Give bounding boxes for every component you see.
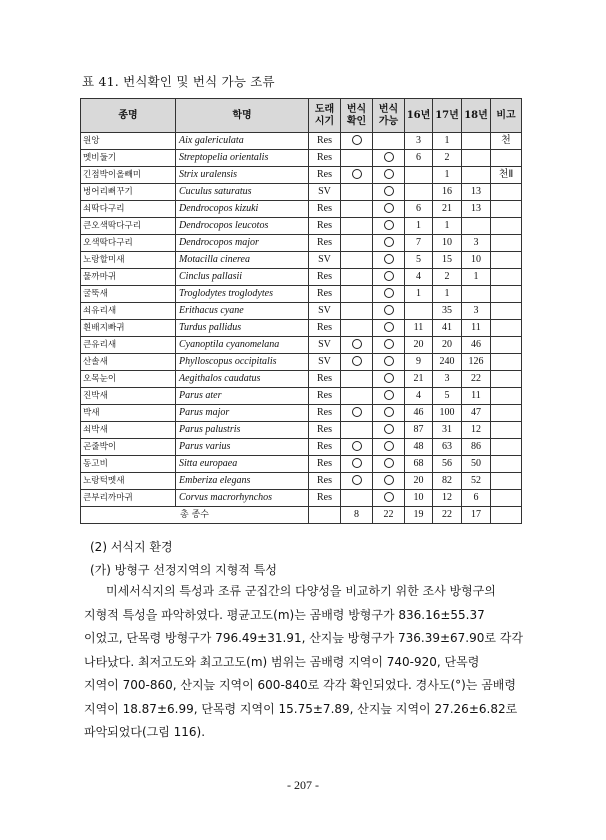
table-row [81, 320, 522, 337]
breeding-confirmed-cell [341, 269, 373, 286]
breeding-confirmed-cell [341, 473, 373, 490]
arrival-cell: Res [309, 473, 341, 490]
table-row [81, 388, 522, 405]
totals-possible: 22 [373, 507, 405, 524]
scientific-name-cell: Cyanoptila cyanomelana [176, 337, 309, 354]
year-17-cell: 56 [433, 456, 462, 473]
breeding-confirmed-cell [341, 388, 373, 405]
species-name-cell: 산솔새 [81, 354, 176, 371]
scientific-name-cell: Emberiza elegans [176, 473, 309, 490]
year-16-cell: 9 [405, 354, 433, 371]
year-17-cell: 12 [433, 490, 462, 507]
note-cell [491, 337, 522, 354]
header-arrival-line1: 도래 [314, 103, 335, 115]
note-cell [491, 422, 522, 439]
year-18-cell [462, 167, 491, 184]
note-cell [491, 201, 522, 218]
arrival-cell: Res [309, 456, 341, 473]
breeding-confirmed-cell [341, 201, 373, 218]
year-16-cell: 20 [405, 473, 433, 490]
year-18-cell: 126 [462, 354, 491, 371]
breeding-confirmed-cell [341, 371, 373, 388]
scientific-name-cell: Streptopelia orientalis [176, 150, 309, 167]
header-confirmed-line1: 번식 [346, 103, 367, 115]
arrival-cell: Res [309, 150, 341, 167]
header-possible-line2: 가능 [378, 115, 399, 127]
check-circle-icon [384, 492, 394, 502]
breeding-birds-table [80, 98, 522, 524]
year-18-cell: 46 [462, 337, 491, 354]
arrival-cell: Res [309, 439, 341, 456]
arrival-cell: Res [309, 167, 341, 184]
year-16-cell [405, 167, 433, 184]
species-name-cell: 긴점박이올빼미 [81, 167, 176, 184]
totals-arrival [309, 507, 341, 524]
year-18-cell: 3 [462, 235, 491, 252]
breeding-possible-cell [373, 439, 405, 456]
year-16-cell: 48 [405, 439, 433, 456]
totals-confirmed: 8 [341, 507, 373, 524]
check-circle-icon [384, 305, 394, 315]
year-16-cell: 4 [405, 388, 433, 405]
check-circle-icon [384, 424, 394, 434]
year-17-cell: 1 [433, 167, 462, 184]
totals-year-17: 22 [433, 507, 462, 524]
arrival-cell: Res [309, 320, 341, 337]
year-18-cell: 10 [462, 252, 491, 269]
check-circle-icon [352, 135, 362, 145]
table-row [81, 439, 522, 456]
year-16-cell: 46 [405, 405, 433, 422]
year-18-cell: 22 [462, 371, 491, 388]
note-cell [491, 405, 522, 422]
table-row [81, 354, 522, 371]
arrival-cell: SV [309, 354, 341, 371]
check-circle-icon [384, 475, 394, 485]
arrival-cell: Res [309, 490, 341, 507]
table-row [81, 201, 522, 218]
note-cell [491, 286, 522, 303]
totals-year-16: 19 [405, 507, 433, 524]
paragraph-line: 이었고, 단목령 방형구가 796.49±31.91, 산지늪 방형구가 736.39±67.90로 각각 [84, 631, 523, 645]
breeding-confirmed-cell [341, 184, 373, 201]
note-cell [491, 218, 522, 235]
breeding-confirmed-cell [341, 133, 373, 150]
species-name-cell: 원앙 [81, 133, 176, 150]
arrival-cell: SV [309, 303, 341, 320]
header-species: 종명 [81, 99, 176, 133]
breeding-confirmed-cell [341, 490, 373, 507]
year-16-cell: 5 [405, 252, 433, 269]
header-possible-line1: 번식 [378, 103, 399, 115]
year-17-cell: 3 [433, 371, 462, 388]
table-row [81, 337, 522, 354]
header-breeding-possible [373, 99, 405, 133]
check-circle-icon [384, 458, 394, 468]
table-row [81, 405, 522, 422]
check-circle-icon [352, 356, 362, 366]
scientific-name-cell: Parus palustris [176, 422, 309, 439]
arrival-cell: SV [309, 184, 341, 201]
note-cell [491, 388, 522, 405]
year-17-cell: 1 [433, 218, 462, 235]
breeding-possible-cell [373, 235, 405, 252]
check-circle-icon [352, 407, 362, 417]
breeding-possible-cell [373, 133, 405, 150]
breeding-confirmed-cell [341, 252, 373, 269]
species-name-cell: 흰배지빠귀 [81, 320, 176, 337]
note-cell: 천 [491, 133, 522, 150]
year-16-cell [405, 303, 433, 320]
species-name-cell: 노랑할미새 [81, 252, 176, 269]
year-16-cell: 10 [405, 490, 433, 507]
year-18-cell [462, 150, 491, 167]
scientific-name-cell: Dendrocopos kizuki [176, 201, 309, 218]
arrival-cell: Res [309, 269, 341, 286]
species-name-cell: 쇠유리새 [81, 303, 176, 320]
scientific-name-cell: Parus varius [176, 439, 309, 456]
header-year-17: 17년 [433, 99, 462, 133]
year-18-cell: 52 [462, 473, 491, 490]
scientific-name-cell: Cuculus saturatus [176, 184, 309, 201]
arrival-cell: Res [309, 405, 341, 422]
breeding-possible-cell [373, 167, 405, 184]
breeding-confirmed-cell [341, 354, 373, 371]
note-cell [491, 490, 522, 507]
year-16-cell [405, 184, 433, 201]
species-name-cell: 벙어리뻐꾸기 [81, 184, 176, 201]
header-year-16: 16년 [405, 99, 433, 133]
year-17-cell: 2 [433, 150, 462, 167]
note-cell [491, 235, 522, 252]
breeding-confirmed-cell [341, 167, 373, 184]
scientific-name-cell: Dendrocopos leucotos [176, 218, 309, 235]
scientific-name-cell: Aegithalos caudatus [176, 371, 309, 388]
breeding-possible-cell [373, 371, 405, 388]
check-circle-icon [384, 373, 394, 383]
year-18-cell: 11 [462, 320, 491, 337]
year-16-cell: 3 [405, 133, 433, 150]
note-cell [491, 354, 522, 371]
year-16-cell: 4 [405, 269, 433, 286]
species-name-cell: 굴뚝새 [81, 286, 176, 303]
breeding-possible-cell [373, 150, 405, 167]
year-17-cell: 63 [433, 439, 462, 456]
check-circle-icon [384, 220, 394, 230]
note-cell [491, 269, 522, 286]
arrival-cell: Res [309, 422, 341, 439]
note-cell [491, 473, 522, 490]
table-row [81, 218, 522, 235]
check-circle-icon [384, 390, 394, 400]
breeding-confirmed-cell [341, 218, 373, 235]
year-17-cell: 240 [433, 354, 462, 371]
header-note: 비고 [491, 99, 522, 133]
breeding-possible-cell [373, 320, 405, 337]
scientific-name-cell: Aix galericulata [176, 133, 309, 150]
table-row [81, 371, 522, 388]
species-name-cell: 진박새 [81, 388, 176, 405]
breeding-possible-cell [373, 422, 405, 439]
year-18-cell: 12 [462, 422, 491, 439]
scientific-name-cell: Erithacus cyane [176, 303, 309, 320]
note-cell [491, 252, 522, 269]
table-row [81, 184, 522, 201]
species-name-cell: 쇠딱다구리 [81, 201, 176, 218]
breeding-possible-cell [373, 456, 405, 473]
table-row [81, 422, 522, 439]
scientific-name-cell: Phylloscopus occipitalis [176, 354, 309, 371]
breeding-confirmed-cell [341, 320, 373, 337]
year-16-cell: 87 [405, 422, 433, 439]
year-17-cell: 10 [433, 235, 462, 252]
scientific-name-cell: Strix uralensis [176, 167, 309, 184]
year-18-cell: 86 [462, 439, 491, 456]
year-18-cell [462, 286, 491, 303]
arrival-cell: Res [309, 286, 341, 303]
check-circle-icon [384, 339, 394, 349]
breeding-possible-cell [373, 388, 405, 405]
species-name-cell: 큰오색딱다구리 [81, 218, 176, 235]
breeding-confirmed-cell [341, 303, 373, 320]
note-cell: 천Ⅱ [491, 167, 522, 184]
year-17-cell: 100 [433, 405, 462, 422]
year-16-cell: 6 [405, 150, 433, 167]
breeding-possible-cell [373, 490, 405, 507]
scientific-name-cell: Motacilla cinerea [176, 252, 309, 269]
check-circle-icon [384, 203, 394, 213]
note-cell [491, 320, 522, 337]
arrival-cell: Res [309, 218, 341, 235]
table-header-row [81, 99, 522, 133]
breeding-confirmed-cell [341, 405, 373, 422]
table-row [81, 303, 522, 320]
table-row [81, 167, 522, 184]
table-row [81, 252, 522, 269]
year-16-cell: 1 [405, 218, 433, 235]
check-circle-icon [352, 458, 362, 468]
scientific-name-cell: Turdus pallidus [176, 320, 309, 337]
breeding-possible-cell [373, 286, 405, 303]
table-body [81, 133, 522, 507]
year-18-cell: 1 [462, 269, 491, 286]
table-row [81, 490, 522, 507]
year-18-cell [462, 133, 491, 150]
breeding-confirmed-cell [341, 337, 373, 354]
check-circle-icon [352, 169, 362, 179]
breeding-possible-cell [373, 337, 405, 354]
species-name-cell: 큰부리까마귀 [81, 490, 176, 507]
species-name-cell: 오목눈이 [81, 371, 176, 388]
arrival-cell: Res [309, 388, 341, 405]
year-17-cell: 35 [433, 303, 462, 320]
breeding-confirmed-cell [341, 422, 373, 439]
paragraph-line: 지형적 특성을 파악하였다. 평균고도(m)는 곰배령 방형구가 836.16±55.37 [84, 607, 485, 622]
subsection-heading-terrain: (가) 방형구 선정지역의 지형적 특성 [90, 563, 277, 577]
table-row [81, 286, 522, 303]
year-18-cell: 13 [462, 184, 491, 201]
arrival-cell: Res [309, 133, 341, 150]
note-cell [491, 184, 522, 201]
check-circle-icon [384, 152, 394, 162]
year-17-cell: 1 [433, 286, 462, 303]
check-circle-icon [384, 237, 394, 247]
species-name-cell: 노랑턱멧새 [81, 473, 176, 490]
year-18-cell: 50 [462, 456, 491, 473]
breeding-confirmed-cell [341, 439, 373, 456]
page-number: - 207 - [287, 778, 319, 792]
check-circle-icon [384, 169, 394, 179]
table-row [81, 150, 522, 167]
paragraph-line: 미세서식지의 특성과 조류 군집간의 다양성을 비교하기 위한 조사 방형구의 [106, 584, 496, 598]
year-16-cell: 11 [405, 320, 433, 337]
arrival-cell: Res [309, 201, 341, 218]
arrival-cell: Res [309, 371, 341, 388]
year-16-cell: 6 [405, 201, 433, 218]
check-circle-icon [384, 254, 394, 264]
paragraph-line: 파악되었다(그림 116). [84, 725, 206, 739]
species-name-cell: 동고비 [81, 456, 176, 473]
species-name-cell: 물까마귀 [81, 269, 176, 286]
check-circle-icon [352, 441, 362, 451]
note-cell [491, 371, 522, 388]
species-name-cell: 큰유리새 [81, 337, 176, 354]
breeding-confirmed-cell [341, 456, 373, 473]
year-17-cell: 41 [433, 320, 462, 337]
breeding-possible-cell [373, 184, 405, 201]
check-circle-icon [384, 441, 394, 451]
breeding-possible-cell [373, 473, 405, 490]
species-name-cell: 멧비둘기 [81, 150, 176, 167]
year-18-cell: 47 [462, 405, 491, 422]
header-scientific-name: 학명 [176, 99, 309, 133]
table-row [81, 269, 522, 286]
note-cell [491, 456, 522, 473]
totals-row [81, 507, 522, 524]
table-row [81, 456, 522, 473]
table-caption: 표 41. 번식확인 및 번식 가능 조류 [82, 74, 275, 89]
year-17-cell: 82 [433, 473, 462, 490]
table-row [81, 235, 522, 252]
scientific-name-cell: Dendrocopos major [176, 235, 309, 252]
year-16-cell: 1 [405, 286, 433, 303]
totals-year-18: 17 [462, 507, 491, 524]
year-17-cell: 5 [433, 388, 462, 405]
note-cell [491, 150, 522, 167]
breeding-possible-cell [373, 405, 405, 422]
year-16-cell: 68 [405, 456, 433, 473]
header-year-18: 18년 [462, 99, 491, 133]
year-16-cell: 20 [405, 337, 433, 354]
year-17-cell: 1 [433, 133, 462, 150]
year-18-cell: 3 [462, 303, 491, 320]
table-row [81, 133, 522, 150]
year-17-cell: 21 [433, 201, 462, 218]
scientific-name-cell: Troglodytes troglodytes [176, 286, 309, 303]
paragraph-line: 나타났다. 최저고도와 최고고도(m) 범위는 곰배령 지역이 740-920, 단목령 [84, 654, 480, 669]
totals-note [491, 507, 522, 524]
year-18-cell: 6 [462, 490, 491, 507]
section-heading-habitat: (2) 서식지 환경 [90, 540, 173, 554]
scientific-name-cell: Cinclus pallasii [176, 269, 309, 286]
breeding-confirmed-cell [341, 286, 373, 303]
header-arrival-season [309, 99, 341, 133]
check-circle-icon [384, 288, 394, 298]
breeding-possible-cell [373, 354, 405, 371]
breeding-confirmed-cell [341, 235, 373, 252]
scientific-name-cell: Parus major [176, 405, 309, 422]
scientific-name-cell: Sitta europaea [176, 456, 309, 473]
year-16-cell: 21 [405, 371, 433, 388]
check-circle-icon [384, 322, 394, 332]
check-circle-icon [352, 339, 362, 349]
species-name-cell: 쇠박새 [81, 422, 176, 439]
body-paragraph [84, 580, 528, 745]
scientific-name-cell: Parus ater [176, 388, 309, 405]
header-breeding-confirmed [341, 99, 373, 133]
year-18-cell: 13 [462, 201, 491, 218]
species-name-cell: 박새 [81, 405, 176, 422]
year-17-cell: 20 [433, 337, 462, 354]
breeding-possible-cell [373, 303, 405, 320]
breeding-possible-cell [373, 218, 405, 235]
year-18-cell: 11 [462, 388, 491, 405]
species-name-cell: 곤줄박이 [81, 439, 176, 456]
check-circle-icon [384, 356, 394, 366]
arrival-cell: SV [309, 337, 341, 354]
year-17-cell: 31 [433, 422, 462, 439]
header-arrival-line2: 시기 [314, 115, 335, 127]
table-row [81, 473, 522, 490]
arrival-cell: Res [309, 235, 341, 252]
breeding-possible-cell [373, 269, 405, 286]
breeding-confirmed-cell [341, 150, 373, 167]
year-17-cell: 2 [433, 269, 462, 286]
breeding-possible-cell [373, 201, 405, 218]
note-cell [491, 439, 522, 456]
species-name-cell: 오색딱다구리 [81, 235, 176, 252]
breeding-possible-cell [373, 252, 405, 269]
year-17-cell: 16 [433, 184, 462, 201]
paragraph-line: 지역이 700-860, 산지늪 지역이 600-840로 각각 확인되었다. 경사도(°)는 곰배령 [84, 678, 516, 692]
check-circle-icon [384, 271, 394, 281]
check-circle-icon [352, 475, 362, 485]
note-cell [491, 303, 522, 320]
totals-label: 총 종수 [81, 507, 309, 524]
year-18-cell [462, 218, 491, 235]
scientific-name-cell: Corvus macrorhynchos [176, 490, 309, 507]
year-17-cell: 15 [433, 252, 462, 269]
paragraph-line: 지역이 18.87±6.99, 단목령 지역이 15.75±7.89, 산지늪 지역이 27.26±6.82로 [84, 701, 518, 716]
header-confirmed-line2: 확인 [346, 115, 367, 127]
year-16-cell: 7 [405, 235, 433, 252]
check-circle-icon [384, 407, 394, 417]
arrival-cell: SV [309, 252, 341, 269]
check-circle-icon [384, 186, 394, 196]
